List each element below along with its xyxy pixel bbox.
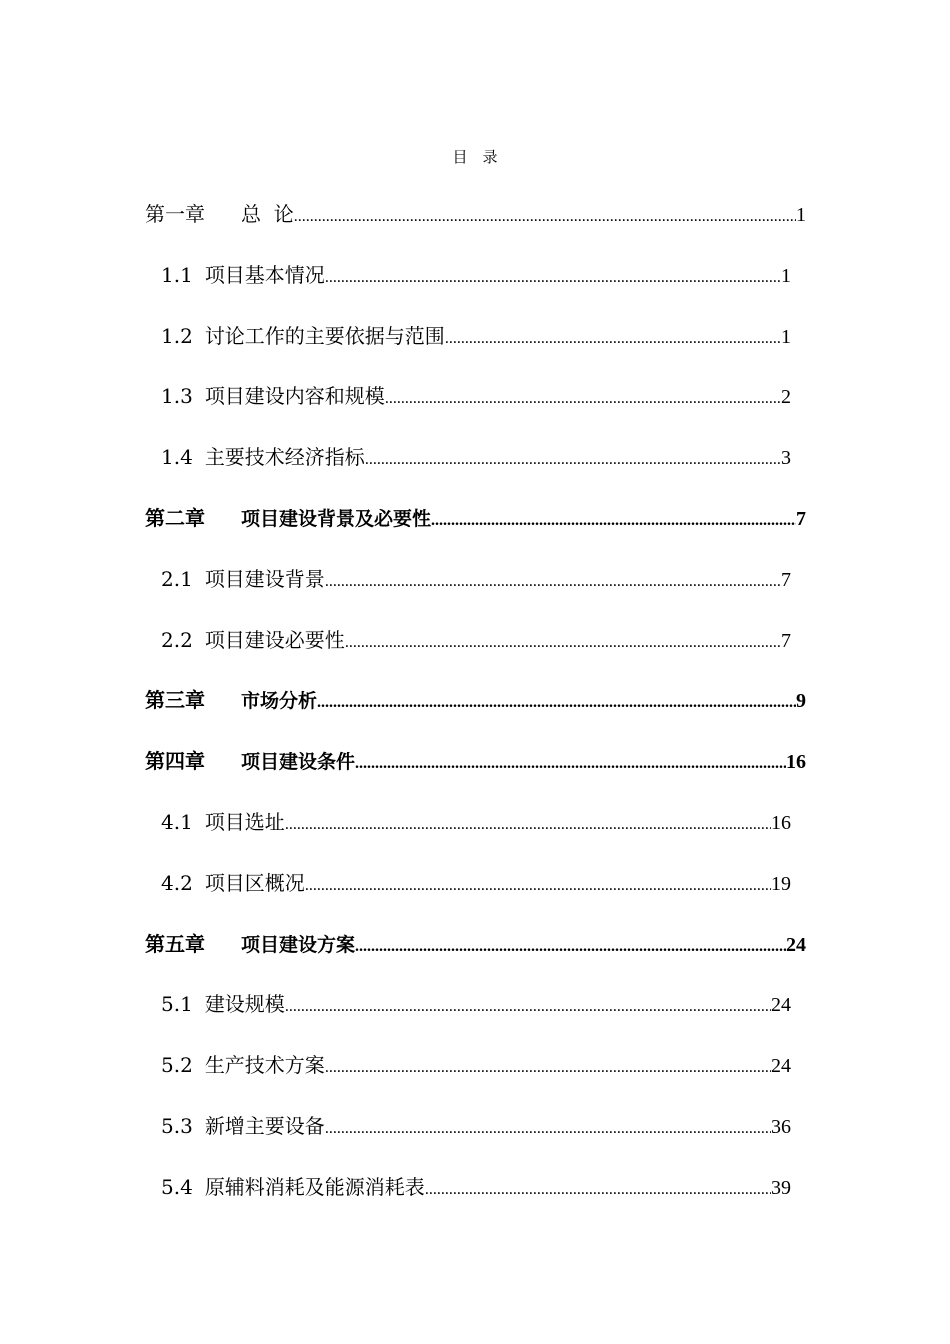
toc-entry-label — [161, 1171, 425, 1200]
toc-page-number: 9 — [796, 690, 806, 713]
toc-entry-number: 5.2 — [161, 1053, 193, 1078]
toc-entry-text: 项目建设内容和规模 — [204, 384, 385, 409]
toc-entry-label — [161, 563, 325, 592]
toc-page-number: 39 — [771, 1176, 791, 1199]
toc-page-number: 36 — [771, 1116, 791, 1138]
toc-page-number: 7 — [781, 568, 791, 591]
toc-section-entry[interactable] — [161, 380, 791, 412]
toc-entry-label — [145, 745, 355, 774]
toc-entry-text: 项目选址 — [204, 810, 285, 834]
toc-section-entry[interactable] — [161, 320, 791, 352]
toc-entry-number: 1.2 — [161, 323, 193, 348]
toc-page-number: 1 — [796, 204, 806, 226]
toc-entry-text: 建设规模 — [204, 992, 285, 1017]
toc-leader-dots — [325, 1120, 771, 1138]
toc-chapter-entry[interactable] — [145, 198, 806, 230]
toc-section-entry[interactable] — [161, 259, 791, 291]
toc-leader-dots — [365, 451, 781, 469]
toc-entry-number: 第二章 — [145, 508, 205, 530]
toc-page-number: 24 — [771, 994, 791, 1017]
toc-entry-number: 5.3 — [161, 1114, 193, 1138]
toc-entry-number: 第一章 — [145, 202, 205, 226]
toc-section-entry[interactable] — [161, 624, 791, 656]
toc-section-entry[interactable] — [161, 1049, 791, 1081]
toc-entry-text: 项目建设背景及必要性 — [241, 508, 432, 530]
toc-entry-text: 项目建设必要性 — [204, 627, 345, 652]
toc-entry-text: 新增主要设备 — [204, 1114, 325, 1138]
toc-chapter-entry[interactable] — [145, 745, 806, 777]
toc-entry-number: 第五章 — [145, 933, 205, 956]
toc-entry-text: 项目区概况 — [204, 870, 305, 895]
toc-entry-text: 原辅料消耗及能源消耗表 — [204, 1174, 425, 1199]
toc-entry-number: 2.1 — [161, 566, 193, 591]
toc-leader-dots — [325, 573, 781, 591]
toc-page-number: 24 — [771, 1055, 791, 1078]
toc-leader-dots — [285, 816, 771, 834]
toc-section-entry[interactable] — [161, 988, 791, 1020]
toc-page-number: 24 — [786, 933, 806, 956]
toc-entry-label — [161, 1110, 325, 1139]
toc-leader-dots — [431, 512, 796, 530]
toc-entry-number: 5.4 — [161, 1174, 193, 1199]
toc-chapter-entry[interactable] — [145, 684, 806, 716]
toc-page-number: 16 — [786, 751, 806, 774]
toc-entry-number: 2.2 — [161, 627, 193, 652]
toc-entry-number: 第四章 — [145, 751, 205, 774]
toc-leader-dots — [355, 938, 786, 956]
toc-entry-label — [161, 624, 345, 653]
toc-entry-text: 市场分析 — [241, 690, 318, 713]
toc-section-entry[interactable] — [161, 867, 791, 899]
toc-page-number: 7 — [796, 508, 806, 530]
toc-entry-text: 总 论 — [241, 202, 294, 226]
toc-entry-label — [161, 380, 385, 409]
toc-entry-text: 项目建设方案 — [241, 933, 356, 956]
toc-leader-dots — [305, 877, 771, 895]
toc-page-number: 16 — [771, 812, 791, 834]
toc-entry-label — [145, 684, 317, 713]
toc-entry-text: 讨论工作的主要依据与范围 — [204, 323, 445, 348]
toc-leader-dots — [355, 755, 786, 773]
toc-entry-text: 项目建设背景 — [204, 566, 325, 591]
toc-section-entry[interactable] — [161, 806, 791, 838]
toc-entry-label — [161, 441, 365, 470]
toc-entry-label — [161, 259, 325, 288]
toc-chapter-entry[interactable] — [145, 928, 806, 960]
toc-leader-dots — [285, 998, 771, 1016]
toc-entry-label — [145, 928, 355, 957]
toc-leader-dots — [425, 1181, 771, 1199]
toc-entry-number: 1.1 — [161, 262, 193, 287]
toc-title: 目 录 — [452, 148, 498, 166]
toc-entry-text: 项目基本情况 — [204, 262, 325, 287]
toc-entry-label — [161, 806, 285, 835]
toc-page-number: 1 — [781, 264, 791, 287]
toc-entry-label — [161, 1049, 325, 1078]
toc-page-number: 3 — [781, 447, 791, 470]
toc-entry-number: 1.3 — [161, 384, 193, 409]
toc-page-number: 19 — [771, 872, 791, 895]
toc-entry-label — [145, 502, 431, 531]
toc-page-number: 1 — [781, 325, 791, 348]
toc-entry-number: 5.1 — [161, 992, 193, 1017]
toc-entry-number: 第三章 — [145, 690, 205, 713]
toc-chapter-entry[interactable] — [145, 502, 806, 534]
toc-entry-text: 生产技术方案 — [204, 1053, 325, 1078]
toc-leader-dots — [385, 390, 781, 408]
toc-leader-dots — [294, 208, 796, 226]
toc-entry-label — [161, 320, 445, 349]
toc-entry-text: 主要技术经济指标 — [204, 445, 365, 470]
toc-section-entry[interactable] — [161, 563, 791, 595]
toc-section-entry[interactable] — [161, 441, 791, 473]
toc-section-entry[interactable] — [161, 1110, 791, 1142]
toc-entry-label — [145, 198, 294, 227]
toc-entry-label — [161, 867, 305, 896]
toc-section-entry[interactable] — [161, 1171, 791, 1203]
toc-entry-label — [161, 988, 285, 1017]
toc-leader-dots — [317, 694, 796, 712]
toc-leader-dots — [445, 330, 781, 348]
toc-page-number: 7 — [781, 629, 791, 652]
toc-leader-dots — [325, 269, 781, 287]
toc-entry-text: 项目建设条件 — [241, 751, 356, 774]
toc-entry-number: 1.4 — [161, 445, 193, 470]
toc-leader-dots — [345, 634, 781, 652]
toc-entry-number: 4.2 — [161, 870, 193, 895]
toc-entry-number: 4.1 — [161, 810, 193, 834]
toc-page-number: 2 — [781, 386, 791, 409]
toc-leader-dots — [325, 1059, 771, 1077]
